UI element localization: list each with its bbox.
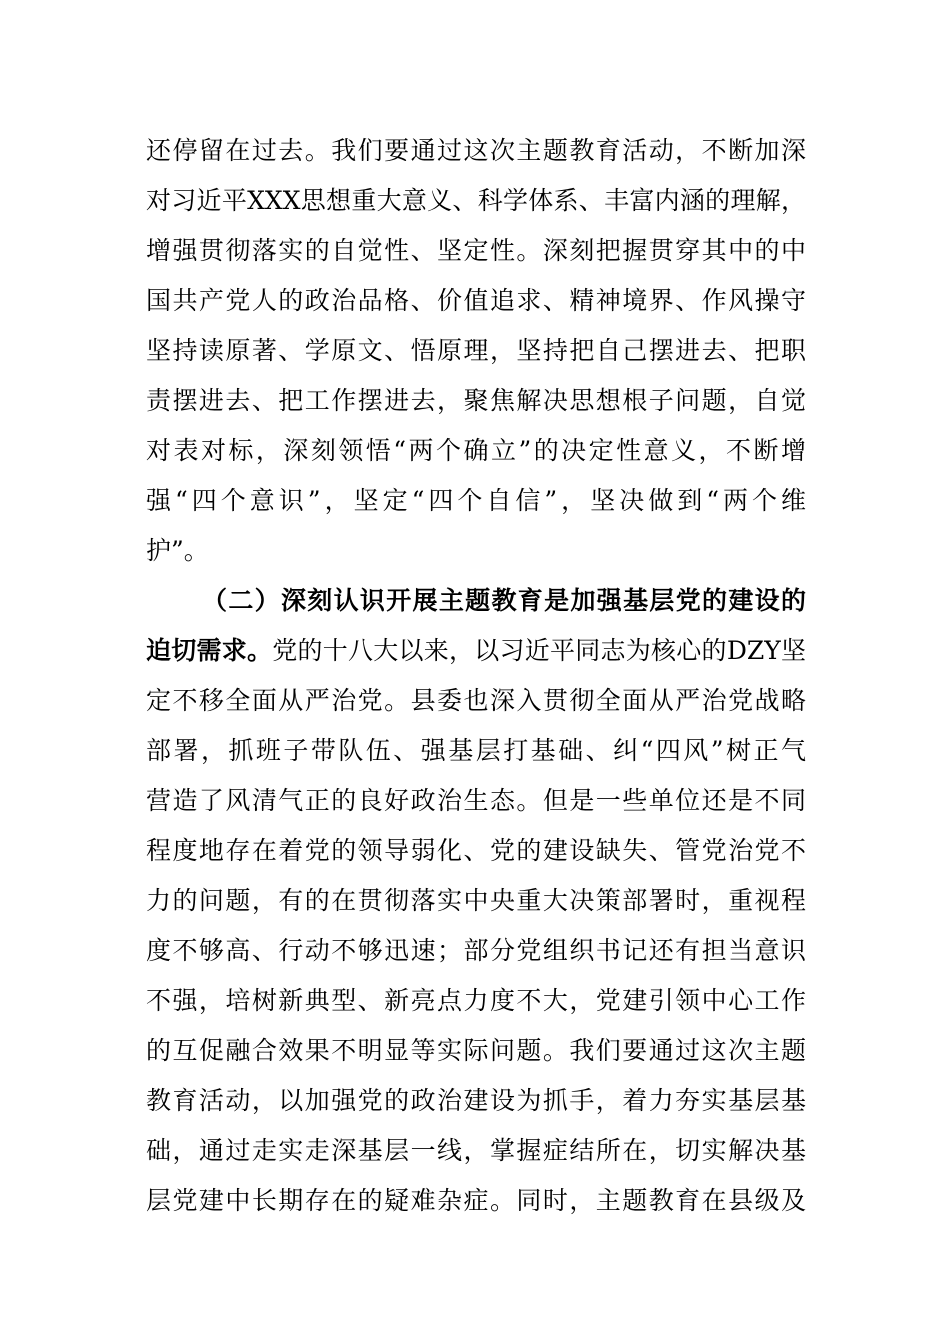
body-text	[146, 126, 806, 1226]
paragraph-line: 责摆进去、把工作摆进去，聚焦解决思想根子问题，自觉	[146, 386, 806, 415]
paragraph-line: 坚持读原著、学原文、悟原理，坚持把自己摆进去、把职	[146, 336, 806, 365]
section-heading: （二）深刻认识开展主题教育是加强基层党的建设的	[202, 586, 806, 615]
paragraph-line: 度不够高、行动不够迅速；部分党组织书记还有担当意识	[146, 936, 806, 965]
paragraph-line: 不强，培树新典型、新亮点力度不大，党建引领中心工作	[146, 986, 806, 1015]
paragraph-line: 力的问题，有的在贯彻落实中央重大决策部署时，重视程	[146, 886, 806, 915]
paragraph-line: 部署，抓班子带队伍、强基层打基础、纠“四风”树正气	[146, 736, 806, 765]
paragraph-line: 教育活动，以加强党的政治建设为抓手，着力夯实基层基	[146, 1086, 806, 1115]
paragraph-line: 国共产党人的政治品格、价值追求、精神境界、作风操守	[146, 286, 806, 315]
paragraph-line: 的互促融合效果不明显等实际问题。我们要通过这次主题	[146, 1036, 806, 1065]
paragraph-line: 定不移全面从严治党。县委也深入贯彻全面从严治党战略	[146, 686, 806, 715]
paragraph-line: 强“四个意识”，坚定“四个自信”，坚决做到“两个维	[146, 486, 806, 515]
paragraph-line: 增强贯彻落实的自觉性、坚定性。深刻把握贯穿其中的中	[146, 236, 806, 265]
section-heading-end: 迫切需求。	[146, 636, 273, 665]
paragraph-line: 营造了风清气正的良好政治生态。但是一些单位还是不同	[146, 786, 806, 815]
paragraph-line: 护”。	[146, 536, 209, 565]
paragraph-line: 对习近平XXX思想重大意义、科学体系、丰富内涵的理解，	[146, 186, 806, 215]
paragraph-line: 程度地存在着党的领导弱化、党的建设缺失、管党治党不	[146, 836, 806, 865]
section-heading-continuation	[146, 626, 806, 676]
paragraph-line-rest: 党的十八大以来，以习近平同志为核心的DZY坚	[272, 636, 806, 665]
paragraph-line: 对表对标，深刻领悟“两个确立”的决定性意义，不断增	[146, 436, 806, 465]
paragraph-line: 础，通过走实走深基层一线，掌握症结所在，切实解决基	[146, 1136, 806, 1165]
paragraph-line: 还停留在过去。我们要通过这次主题教育活动，不断加深	[146, 136, 806, 165]
paragraph-line: 层党建中长期存在的疑难杂症。同时，主题教育在县级及	[146, 1186, 806, 1215]
